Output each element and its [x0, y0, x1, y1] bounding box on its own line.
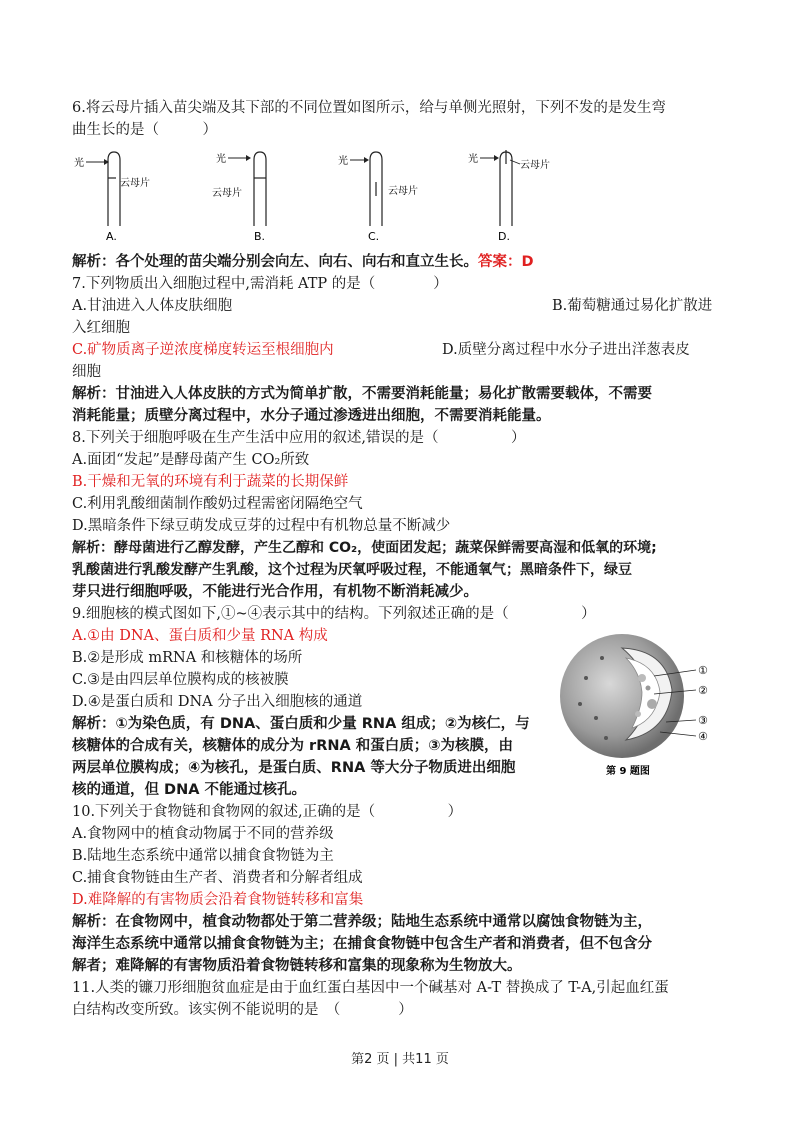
q6-fig-c-light: 光: [338, 156, 348, 167]
q6-fig-c-mica: 云母片: [388, 186, 418, 197]
q9-stem: 9.细胞核的模式图如下,①~④表示其中的结构。下列叙述正确的是（ ）: [72, 606, 596, 622]
q7-option-b: B.葡萄糖通过易化扩散进: [552, 298, 713, 314]
q9-option-c: C.③是由四层单位膜构成的核被膜: [72, 672, 289, 688]
q8-option-c: C.利用乳酸细菌制作酸奶过程需密闭隔绝空气: [72, 496, 363, 512]
q6-answer: 答案：D: [478, 254, 534, 270]
q10-analysis-line3: 解者；难降解的有害物质沿着食物链转移和富集的现象称为生物放大。: [72, 958, 522, 974]
q10-analysis-line2: 海洋生态系统中通常以捕食食物链为主；在捕食食物链中包含生产者和消费者，但不包含分: [72, 936, 652, 952]
q6-fig-d-mica: 云母片: [520, 160, 550, 171]
q7-option-a: A.甘油进入人体皮肤细胞: [72, 298, 233, 314]
q7-option-d: D.质壁分离过程中水分子进出洋葱表皮: [442, 342, 690, 358]
q9-analysis-line4: 核的通道，但 DNA 不能通过核孔。: [72, 782, 306, 798]
q6-fig-b-label: B.: [254, 230, 266, 243]
q9-analysis-line1: 解析：①为染色质，有 DNA、蛋白质和少量 RNA 组成；②为核仁，与: [72, 716, 530, 732]
q10-option-b: B.陆地生态系统中通常以捕食食物链为主: [72, 848, 334, 864]
q8-analysis-line1: 解析：酵母菌进行乙醇发酵，产生乙醇和 CO₂，使面团发起；蔬菜保鲜需要高湿和低氧的环境;: [72, 540, 657, 556]
q8-analysis-line3: 芽只进行细胞呼吸，不能进行光合作用，有机物不断消耗减少。: [72, 584, 478, 600]
q9-option-d: D.④是蛋白质和 DNA 分子出入细胞核的通道: [72, 694, 363, 710]
q9-fig-mark-1: ①: [698, 664, 708, 677]
q8-option-b: B.干燥和无氧的环境有利于蔬菜的长期保鲜: [72, 474, 349, 490]
q10-stem: 10.下列关于食物链和食物网的叙述,正确的是（ ）: [72, 804, 463, 820]
q6-fig-a-label: A.: [106, 230, 117, 243]
q6-fig-d: [468, 150, 550, 243]
q6-fig-c-label: C.: [368, 230, 380, 243]
q6-fig-c: [338, 152, 418, 243]
q6-fig-d-light: 光: [468, 154, 478, 165]
q7-option-c: C.矿物质离子逆浓度梯度转运至根细胞内: [72, 342, 334, 358]
q7-option-d-cont: 细胞: [72, 364, 101, 380]
q7-option-b-cont: 入红细胞: [72, 320, 130, 336]
q9-analysis-line3: 两层单位膜构成；④为核孔，是蛋白质、RNA 等大分子物质进出细胞: [72, 760, 516, 776]
q6-fig-d-label: D.: [498, 230, 510, 243]
q8-stem: 8.下列关于细胞呼吸在生产生活中应用的叙述,错误的是（ ）: [72, 430, 526, 446]
q6-figure: [70, 148, 550, 248]
q8-option-d: D.黑暗条件下绿豆萌发成豆芽的过程中有机物总量不断减少: [72, 518, 451, 534]
q6-analysis: [72, 252, 534, 272]
q6-fig-b-mica: 云母片: [212, 188, 242, 199]
q7-analysis-line1: 解析：甘油进入人体皮肤的方式为简单扩散，不需要消耗能量；易化扩散需要载体，不需要: [72, 386, 652, 402]
page-footer: 第2 页 | 共11 页: [351, 1052, 449, 1067]
q6-stem-line1: 6.将云母片插入苗尖端及其下部的不同位置如图所示，给与单侧光照射，下列不发的是发生弯: [72, 100, 666, 116]
q9-fig-mark-2: ②: [698, 684, 708, 697]
q8-option-a: A.面团“发起”是酵母菌产生 CO₂所致: [72, 452, 310, 468]
q6-analysis-text: 解析：各个处理的苗尖端分别会向左、向右、向右和直立生长。: [72, 254, 478, 270]
q7-stem: 7.下列物质出入细胞过程中,需消耗 ATP 的是（ ）: [72, 276, 448, 292]
q9-fig-mark-4: ④: [698, 730, 708, 743]
q10-option-c: C.捕食食物链由生产者、消费者和分解者组成: [72, 870, 363, 886]
q9-option-a: A.①由 DNA、蛋白质和少量 RNA 构成: [72, 628, 328, 644]
q9-option-b: B.②是形成 mRNA 和核糖体的场所: [72, 650, 303, 666]
q10-option-a: A.食物网中的植食动物属于不同的营养级: [72, 826, 334, 842]
q6-fig-b-light: 光: [216, 154, 226, 165]
q9-fig-caption: 第 9 题图: [606, 766, 650, 777]
q7-analysis-line2: 消耗能量；质壁分离过程中，水分子通过渗透进出细胞，不需要消耗能量。: [72, 408, 551, 424]
q9-analysis-line2: 核糖体的合成有关，核糖体的成分为 rRNA 和蛋白质；③为核膜，由: [72, 738, 514, 754]
q6-fig-a-mica: 云母片: [120, 178, 150, 189]
q9-fig-mark-3: ③: [698, 714, 708, 727]
q6-fig-b: [212, 152, 266, 243]
q6-fig-a-light: 光: [74, 158, 84, 169]
q6-fig-a: [74, 152, 150, 243]
q6-stem-line2: 曲生长的是（ ）: [72, 122, 217, 138]
q10-analysis-line1: 解析：在食物网中，植食动物都处于第二营养级；陆地生态系统中通常以腐蚀食物链为主，: [72, 914, 652, 930]
q8-analysis-line2: 乳酸菌进行乳酸发酵产生乳酸，这个过程为厌氧呼吸过程，不能通氧气；黑暗条件下，绿豆: [72, 562, 632, 578]
q11-stem-line1: 11.人类的镰刀形细胞贫血症是由于血红蛋白基因中一个碱基对 A-T 替换成了 T-A,引起血红蛋: [72, 980, 669, 996]
q10-option-d: D.难降解的有害物质会沿着食物链转移和富集: [72, 892, 364, 908]
q11-stem-line2: 白结构改变所致。该实例不能说明的是 （ ）: [72, 1002, 413, 1018]
q9-nucleus-figure: [556, 628, 722, 782]
